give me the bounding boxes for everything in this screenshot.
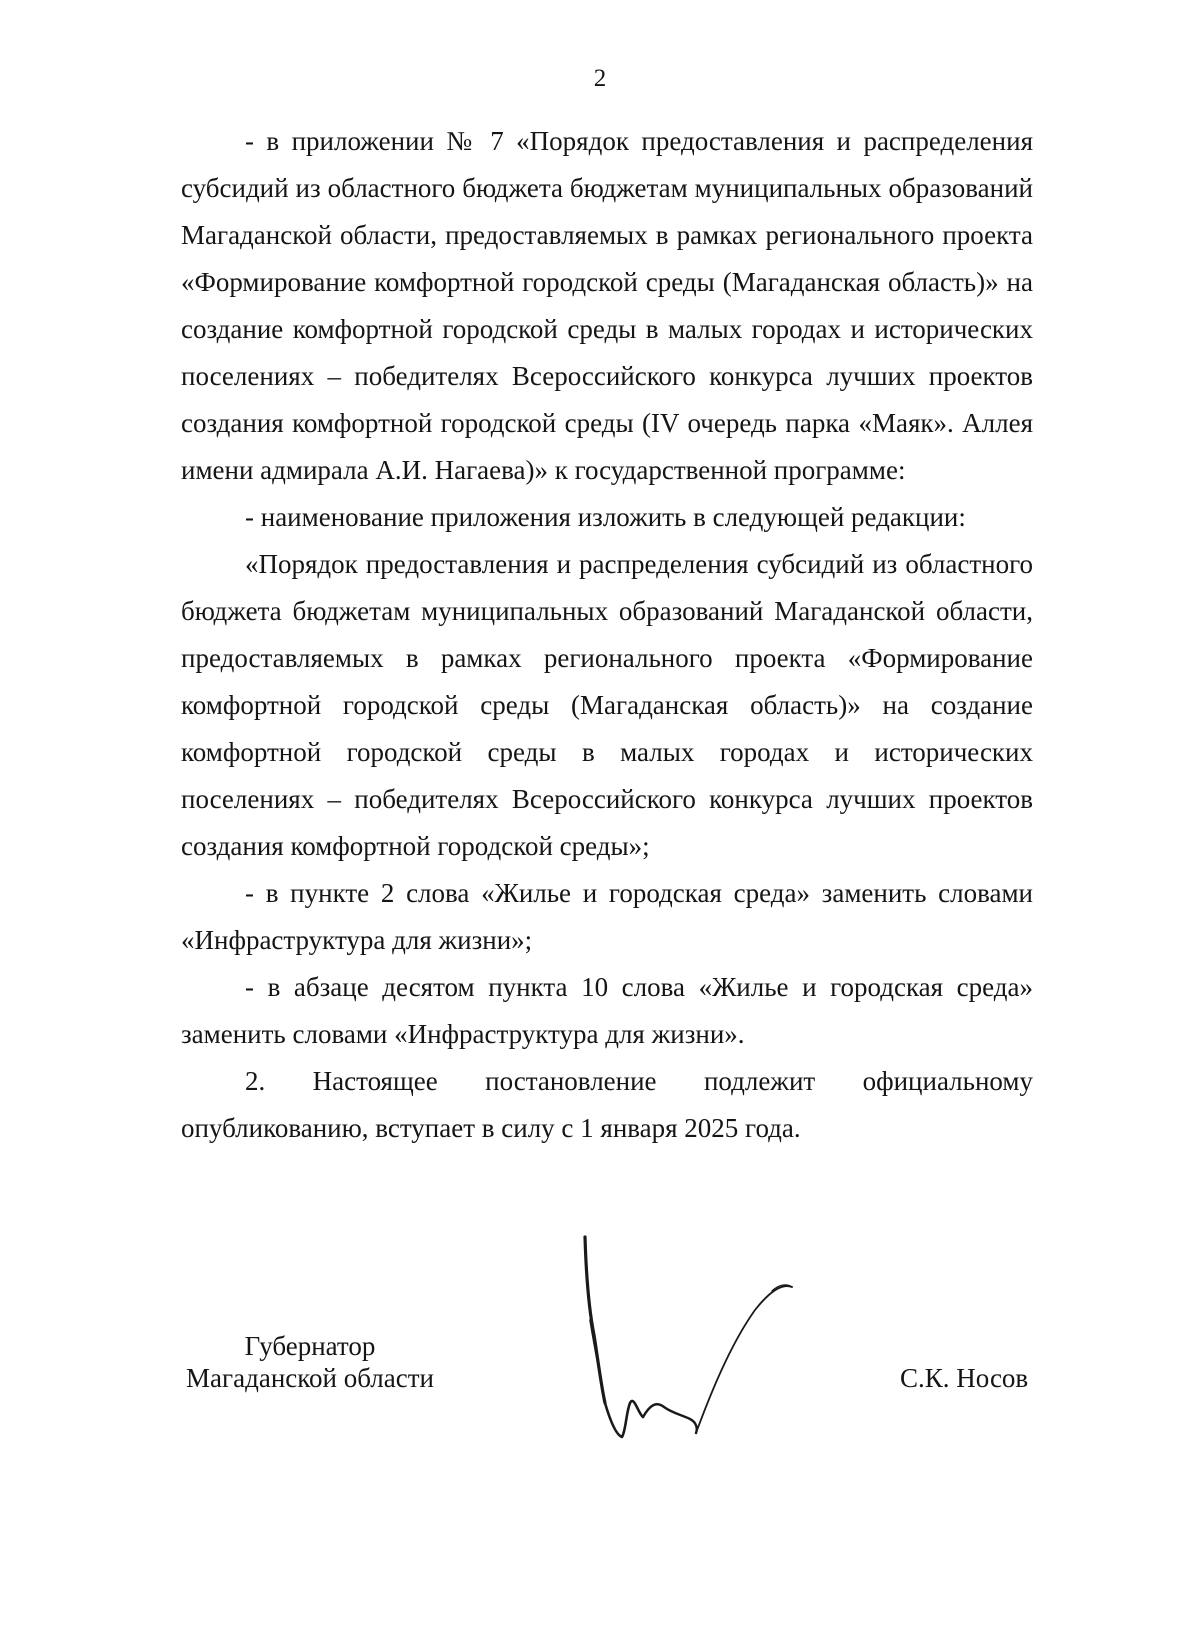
- paragraph-annex-7-amendment: - в приложении № 7 «Порядок предоставления и распределения субсидий из областного бюджета бюджетам муниципальных образований Магаданской области, предоставляемых в рамках регионального проекта «Формирование комфортной городской среды (Магаданская область)» на создание комфортной городской среды в малых городах и исторических поселениях – победителях Всероссийского конкурса лучших проектов создания комфортной городской среды (IV очередь парка «Маяк». Аллея имени адмирала А.И. Нагаева)» к государственной программе:: [181, 126, 1033, 485]
- handwritten-signature: [560, 1225, 820, 1455]
- document-body: [181, 118, 1033, 1152]
- signatory-title: [185, 1330, 435, 1394]
- paragraph-annex-title-instruction: - наименование приложения изложить в следующей редакции:: [245, 502, 966, 532]
- signatory-title-line-1: Губернатор: [244, 1331, 376, 1361]
- paragraph-point-2-amendment: - в пункте 2 слова «Жилье и городская среда» заменить словами «Инфраструктура для жизни»;: [181, 878, 1033, 955]
- paragraph-point-10-amendment: - в абзаце десятом пункта 10 слова «Жилье и городская среда» заменить словами «Инфраструктура для жизни».: [181, 972, 1033, 1049]
- signatory-title-line-2: Магаданской области: [186, 1363, 434, 1393]
- paragraph-annex-new-title: «Порядок предоставления и распределения субсидий из областного бюджета бюджетам муниципальных образований Магаданской области, предоставляемых в рамках регионального проекта «Формирование комфортной городской среды (Магаданская область)» на создание комфортной городской среды в малых городах и исторических поселениях – победителях Всероссийского конкурса лучших проектов создания комфортной городской среды»;: [181, 549, 1033, 861]
- page-number: 2: [593, 65, 607, 92]
- paragraph-entry-into-force: 2. Настоящее постановление подлежит официальному опубликованию, вступает в силу с 1 января 2025 года.: [181, 1066, 1033, 1143]
- signatory-name: С.К. Носов: [900, 1363, 1029, 1393]
